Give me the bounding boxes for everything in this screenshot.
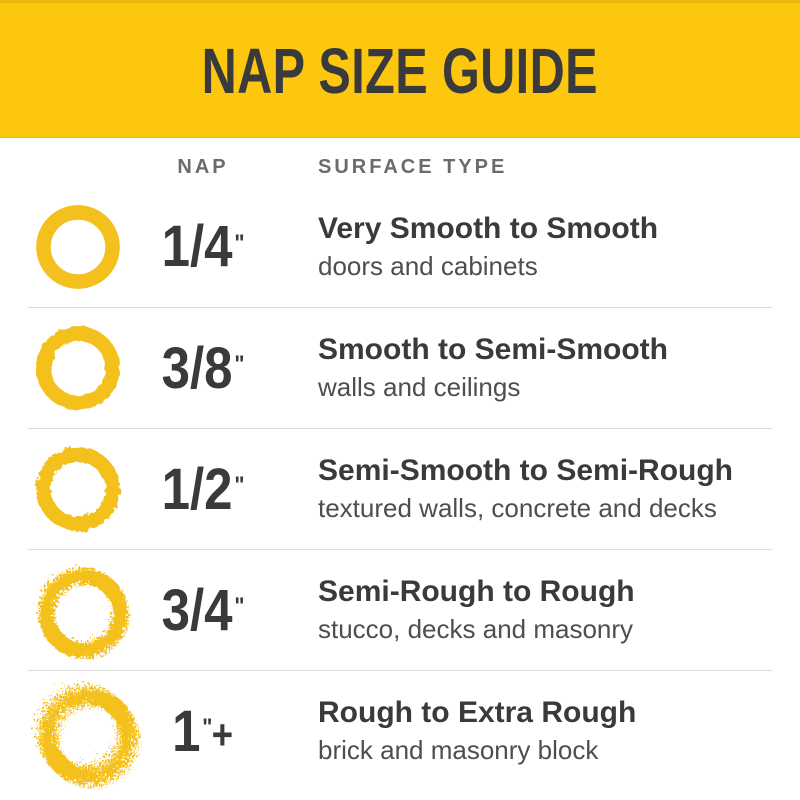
- column-headers: [28, 138, 772, 186]
- nap-size-value: 3/8": [161, 335, 245, 401]
- table-row: [28, 549, 772, 670]
- surface-examples: textured walls, concrete and decks: [318, 493, 717, 523]
- table-row: [28, 428, 772, 549]
- surface-title: Semi-Rough to Rough: [318, 575, 635, 608]
- surface-title: Smooth to Semi-Smooth: [318, 333, 668, 366]
- table-row: [28, 670, 772, 791]
- surface-title: Semi-Smooth to Semi-Rough: [318, 454, 733, 487]
- nap-size-value: 3/4": [161, 577, 245, 643]
- nap-rows: [28, 186, 772, 791]
- surface-type-cell: [268, 695, 772, 767]
- inch-mark: ": [234, 593, 245, 621]
- ring-rough-icon: [28, 554, 138, 666]
- ring-very-smooth-icon: [28, 191, 138, 303]
- inch-mark: ": [234, 472, 245, 500]
- surface-type-cell: [268, 453, 772, 525]
- inch-mark: ": [202, 714, 212, 742]
- surface-title: Very Smooth to Smooth: [318, 211, 659, 245]
- inch-mark: ": [234, 351, 245, 379]
- page-title: NAP SIZE GUIDE: [201, 34, 599, 107]
- inch-mark: ": [234, 229, 245, 257]
- surface-type-cell: [268, 332, 772, 404]
- nap-size-value: 1"+: [172, 698, 234, 764]
- ring-smooth-icon: [28, 312, 138, 424]
- surface-examples: stucco, decks and masonry: [318, 614, 634, 644]
- column-header-surface-type: SURFACE TYPE: [318, 155, 508, 178]
- ring-semi-rough-icon: [28, 433, 138, 545]
- surface-examples: doors and cabinets: [318, 250, 538, 281]
- surface-type-cell: [268, 211, 772, 283]
- table-row: [28, 186, 772, 307]
- surface-type-cell: [268, 574, 772, 646]
- table-row: [28, 307, 772, 428]
- nap-size-value: 1/2": [161, 456, 245, 522]
- plus-sign: +: [211, 710, 234, 758]
- surface-title: Rough to Extra Rough: [318, 696, 637, 729]
- nap-size-value: 1/4": [161, 214, 245, 279]
- column-header-nap: NAP: [177, 155, 229, 178]
- surface-examples: walls and ceilings: [318, 372, 521, 402]
- surface-examples: brick and masonry block: [318, 735, 599, 765]
- ring-extra-rough-icon: [28, 675, 138, 787]
- header-banner: [0, 0, 800, 138]
